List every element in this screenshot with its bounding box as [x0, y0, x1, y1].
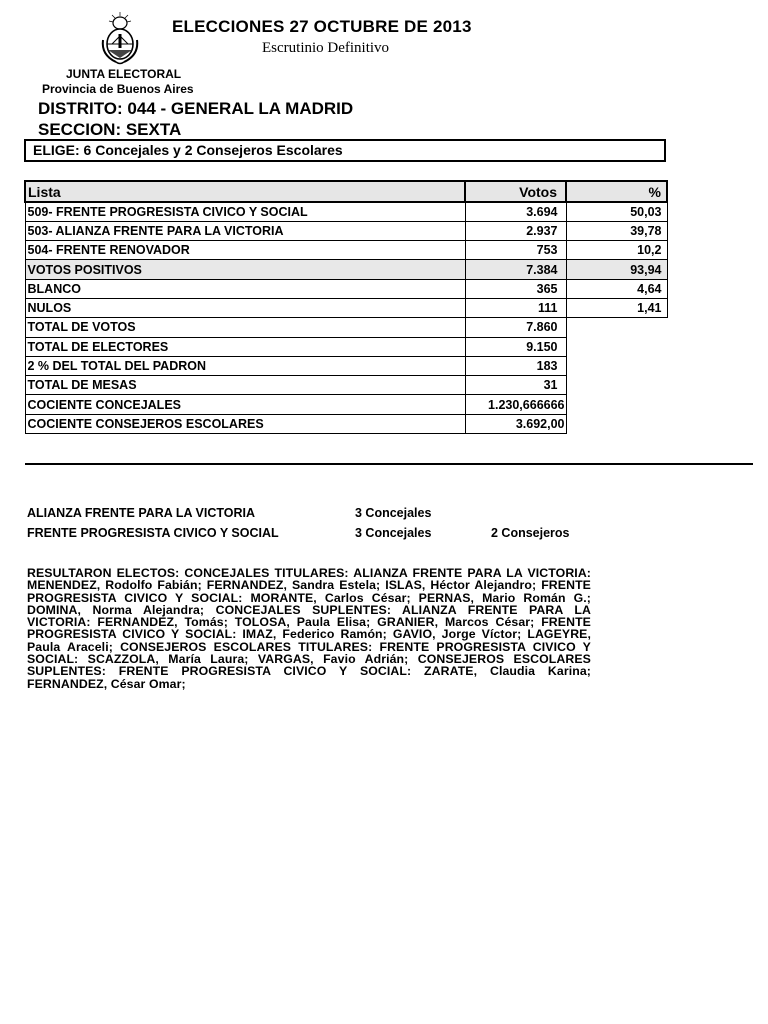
total-value: 3.692,00 — [465, 414, 566, 433]
row-percent: 50,03 — [566, 202, 667, 221]
allocation-concejales: 3 Concejales — [355, 526, 432, 540]
row-percent: 4,64 — [566, 279, 667, 298]
total-value: 31 — [465, 376, 566, 395]
total-value: 1.230,666666 — [465, 395, 566, 414]
row-votes: 3.694 — [465, 202, 566, 221]
row-votes: 753 — [465, 241, 566, 260]
table-row — [25, 241, 667, 260]
row-votes: 2.937 — [465, 221, 566, 240]
total-row — [25, 318, 667, 337]
table-row — [25, 279, 667, 298]
allocation-concejales: 3 Concejales — [355, 506, 432, 520]
total-value: 183 — [465, 356, 566, 375]
table-row — [25, 221, 667, 240]
row-label: 504- FRENTE RENOVADOR — [25, 241, 465, 260]
row-percent: 10,2 — [566, 241, 667, 260]
total-label: TOTAL DE MESAS — [25, 376, 465, 395]
total-row — [25, 376, 667, 395]
page-subtitle: Escrutinio Definitivo — [262, 40, 390, 56]
total-label: COCIENTE CONCEJALES — [25, 395, 465, 414]
total-value: 9.150 — [465, 337, 566, 356]
table-header-row — [25, 181, 667, 202]
row-label: 509- FRENTE PROGRESISTA CIVICO Y SOCIAL — [25, 202, 465, 221]
results-table — [24, 180, 668, 434]
row-label: BLANCO — [25, 279, 465, 298]
row-percent: 1,41 — [566, 298, 667, 317]
seccion-heading: SECCION: SEXTA — [38, 120, 182, 139]
column-header-votos: Votos — [465, 181, 566, 202]
table-row — [25, 298, 667, 317]
total-label: 2 % DEL TOTAL DEL PADRON — [25, 356, 465, 375]
row-percent: 93,94 — [566, 260, 667, 279]
elected-officials-text: RESULTARON ELECTOS: CONCEJALES TITULARES: ALIANZA FRENTE PARA LA VICTORIA: MENENDEZ, Rodolfo Fabián; FERNANDEZ, Sandra Estela; ISLAS, Héctor Alejandro; FRENTE PROGRESISTA CIVICO Y SOCIAL: MORANTE, Carlos César; PERNAS, Mario Román G.; DOMINA, Norma Alejandra; CONCEJALES SUPLENTES: ALIANZA FRENTE PARA LA VICTORIA: FERNANDEZ, Tomás; TOLOSA, Paula Elisa; GRANIER, Marcos César; FRENTE PROGRESISTA CIVICO Y SOCIAL: IMAZ, Federico Ramón; GAVIO, Jorge Víctor; LAGEYRE, Paula Araceli; CONSEJEROS ESCOLARES TITULARES: FRENTE PROGRESISTA CIVICO Y SOCIAL: SCAZZOLA, María Laura; VARGAS, Favio Adrián; CONSEJEROS ESCOLARES SUPLENTES: FRENTE PROGRESISTA CIVICO Y SOCIAL: ZARATE, Claudia Karina; FERNANDEZ, César Omar; — [27, 566, 591, 691]
row-percent: 39,78 — [566, 221, 667, 240]
total-row — [25, 337, 667, 356]
province-seal-icon — [98, 10, 142, 66]
row-label: 503- ALIANZA FRENTE PARA LA VICTORIA — [25, 221, 465, 240]
page-title: ELECCIONES 27 OCTUBRE DE 2013 — [172, 17, 472, 36]
allocation-party: FRENTE PROGRESISTA CIVICO Y SOCIAL — [27, 526, 279, 540]
distrito-heading: DISTRITO: 044 - GENERAL LA MADRID — [38, 99, 354, 118]
elige-text: ELIGE: 6 Concejales y 2 Consejeros Escolares — [33, 142, 343, 158]
organization-name: JUNTA ELECTORAL — [66, 67, 182, 81]
allocation-consejeros: 2 Consejeros — [491, 526, 570, 540]
total-label: TOTAL DE ELECTORES — [25, 337, 465, 356]
total-row — [25, 414, 667, 433]
elige-box — [24, 139, 666, 162]
column-header-lista: Lista — [25, 181, 465, 202]
province-name: Provincia de Buenos Aires — [42, 82, 194, 96]
total-row — [25, 395, 667, 414]
row-votes: 7.384 — [465, 260, 566, 279]
row-votes: 365 — [465, 279, 566, 298]
total-row — [25, 356, 667, 375]
row-label: NULOS — [25, 298, 465, 317]
total-label: COCIENTE CONSEJEROS ESCOLARES — [25, 414, 465, 433]
allocation-party: ALIANZA FRENTE PARA LA VICTORIA — [27, 506, 256, 520]
row-label: VOTOS POSITIVOS — [25, 260, 465, 279]
table-row — [25, 202, 667, 221]
row-votes: 111 — [465, 298, 566, 317]
column-header-percent: % — [566, 181, 667, 202]
total-value: 7.860 — [465, 318, 566, 337]
total-label: TOTAL DE VOTOS — [25, 318, 465, 337]
table-row-votos-positivos — [25, 260, 667, 279]
section-divider — [25, 463, 753, 465]
